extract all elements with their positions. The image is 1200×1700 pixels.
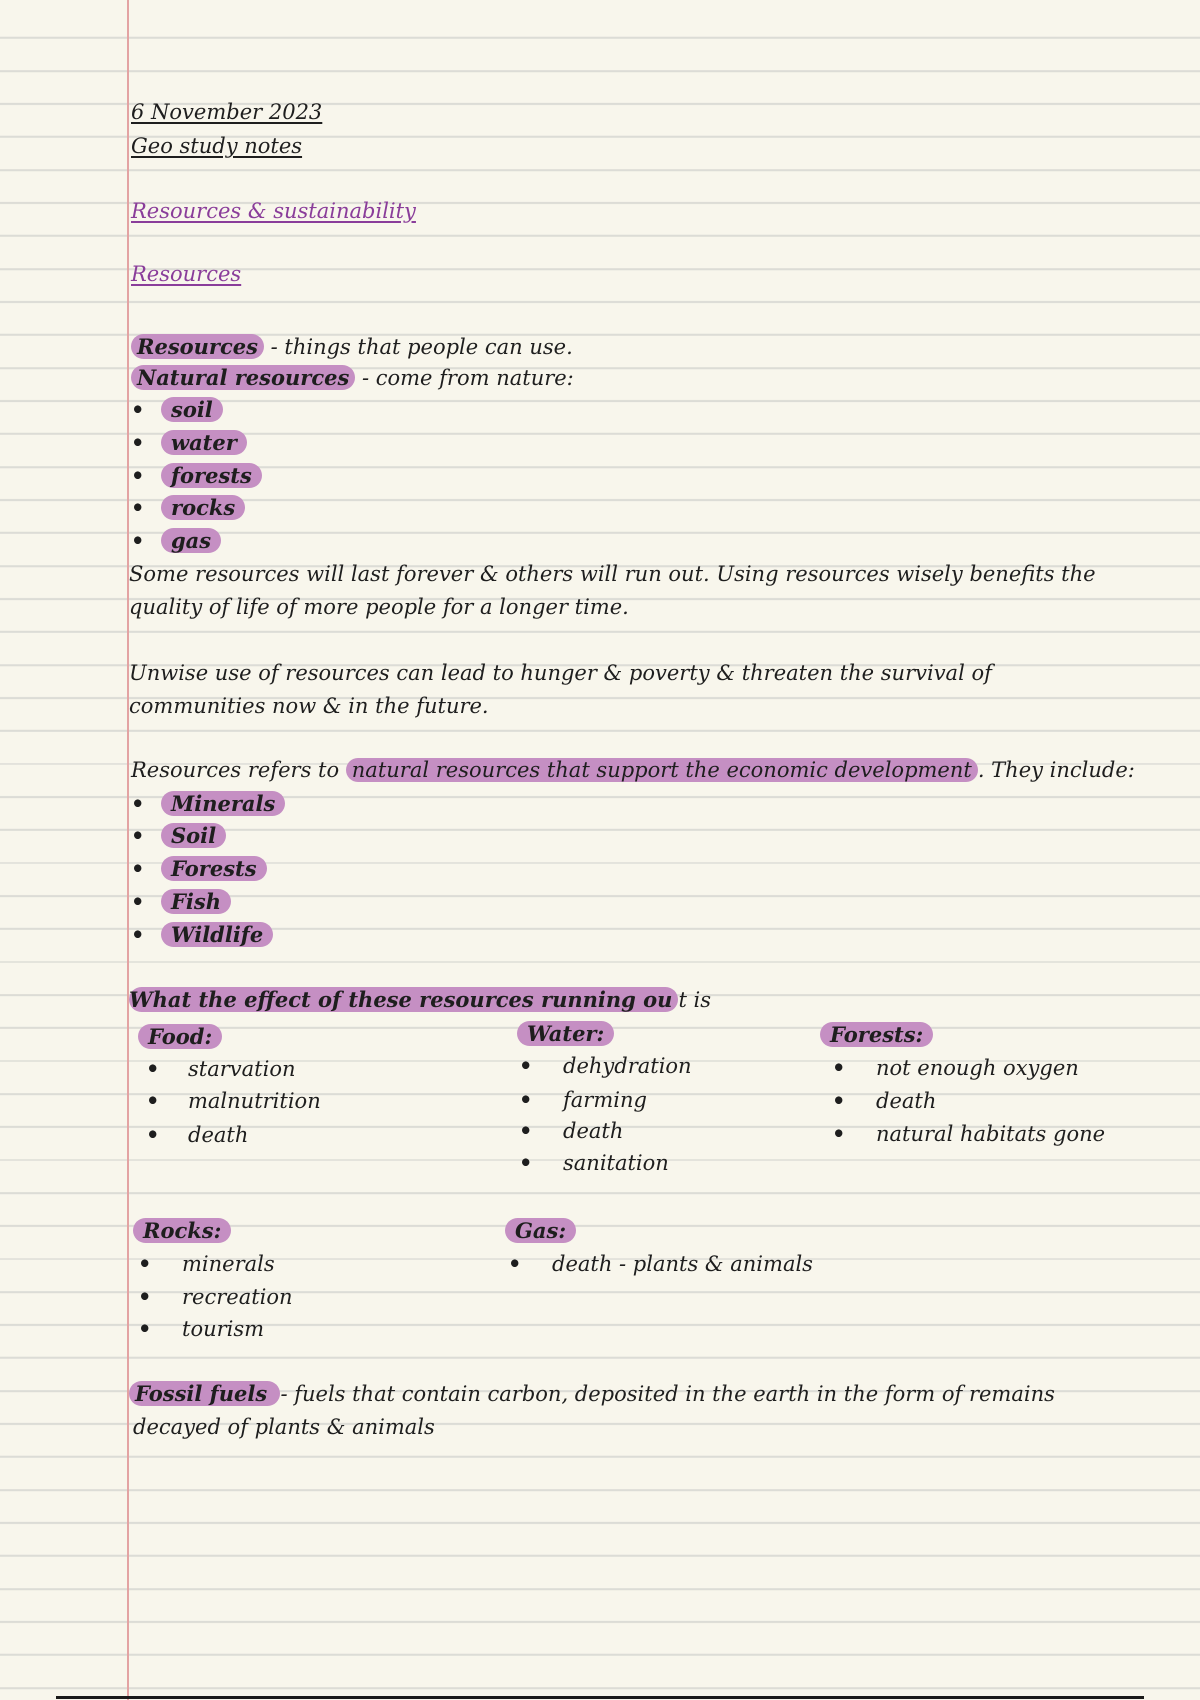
list-item: • soil	[131, 396, 223, 424]
bullet-icon: •	[146, 1056, 160, 1081]
bullet-icon: •	[519, 1053, 533, 1078]
water-heading: Water:	[517, 1020, 614, 1048]
definition-text: - things that people can use.	[263, 335, 573, 359]
bullet-icon: •	[832, 1088, 846, 1113]
list-item: • not enough oxygen	[832, 1055, 1079, 1080]
bullet-icon: •	[131, 528, 145, 553]
bullet-icon: •	[131, 463, 145, 488]
list-item: • dehydration	[519, 1053, 692, 1078]
list-item: • Minerals	[131, 790, 285, 818]
bullet-icon: •	[131, 397, 145, 422]
list-item: • forests	[131, 462, 262, 490]
bullet-icon: •	[138, 1251, 152, 1276]
bullet-icon: •	[146, 1088, 160, 1113]
list-item: • water	[131, 429, 247, 457]
list-item: • Soil	[131, 822, 226, 850]
bullet-icon: •	[146, 1122, 160, 1147]
list-item: • natural habitats gone	[832, 1121, 1106, 1146]
margin-line	[127, 0, 129, 1700]
bullet-icon: •	[519, 1087, 533, 1112]
paragraph-line: Unwise use of resources can lead to hunger & poverty & threaten the survival of	[129, 661, 992, 685]
effects-heading: What the effect of these resources running ou t is	[129, 987, 712, 1012]
bullet-icon: •	[138, 1284, 152, 1309]
bullet-icon: •	[131, 791, 145, 816]
bullet-icon: •	[131, 856, 145, 881]
bullet-icon: •	[131, 922, 145, 947]
section-subtitle: Resources	[131, 262, 242, 286]
list-item: • recreation	[138, 1284, 293, 1309]
list-item: • gas	[131, 527, 221, 555]
fossil-definition-line2: decayed of plants & animals	[133, 1415, 435, 1439]
highlight-economic: natural resources that support the economic development	[346, 758, 978, 782]
rocks-heading: Rocks:	[133, 1217, 231, 1245]
list-item: • sanitation	[519, 1150, 669, 1175]
list-item: • Fish	[131, 888, 231, 916]
list-item: • malnutrition	[146, 1088, 321, 1113]
bullet-icon: •	[138, 1316, 152, 1341]
bullet-icon: •	[832, 1055, 846, 1080]
definition-text: - come from nature:	[355, 366, 574, 390]
refers-line: Resources refers to natural resources that support the economic development . They include:	[131, 758, 1135, 782]
list-item: • minerals	[138, 1251, 275, 1276]
list-item: • rocks	[131, 494, 245, 522]
bullet-icon: •	[519, 1150, 533, 1175]
bullet-icon: •	[131, 495, 145, 520]
section-title: Resources & sustainability	[131, 199, 416, 223]
bullet-icon: •	[131, 430, 145, 455]
list-item: • Forests	[131, 855, 267, 883]
bottom-rule	[56, 1696, 1144, 1699]
note-subject: Geo study notes	[131, 134, 303, 158]
list-item: • Wildlife	[131, 921, 273, 949]
forests-heading: Forests:	[820, 1021, 933, 1049]
list-item: • tourism	[138, 1316, 265, 1341]
bullet-icon: •	[131, 823, 145, 848]
bullet-icon: •	[508, 1251, 522, 1276]
list-item: • death	[832, 1088, 937, 1113]
paragraph-line: communities now & in the future.	[129, 694, 489, 718]
bullet-icon: •	[131, 889, 145, 914]
list-item: • death - plants & animals	[508, 1251, 813, 1276]
list-item: • death	[146, 1122, 249, 1147]
gas-heading: Gas:	[505, 1217, 576, 1245]
fossil-definition: Fossil fuels - fuels that contain carbon, deposited in the earth in the form of remains	[129, 1380, 1055, 1408]
paragraph-line: Some resources will last forever & others will run out. Using resources wisely benefits the	[129, 562, 1096, 586]
highlight-resources: Resources	[131, 334, 264, 359]
list-item: • death	[519, 1118, 624, 1143]
list-item: • starvation	[146, 1056, 296, 1081]
highlight-fossil-fuels: Fossil fuels	[129, 1381, 280, 1406]
paragraph-line: quality of life of more people for a longer time.	[129, 595, 629, 619]
list-item: • farming	[519, 1087, 647, 1112]
definition-natural	[131, 364, 574, 392]
bullet-icon: •	[519, 1118, 533, 1143]
highlight-natural-resources: Natural resources	[131, 365, 355, 390]
definition-resources	[131, 333, 573, 361]
food-heading: Food:	[138, 1023, 222, 1051]
bullet-icon: •	[832, 1121, 846, 1146]
note-date: 6 November 2023	[131, 100, 323, 124]
highlight-effects: What the effect of these resources running ou	[129, 987, 678, 1012]
